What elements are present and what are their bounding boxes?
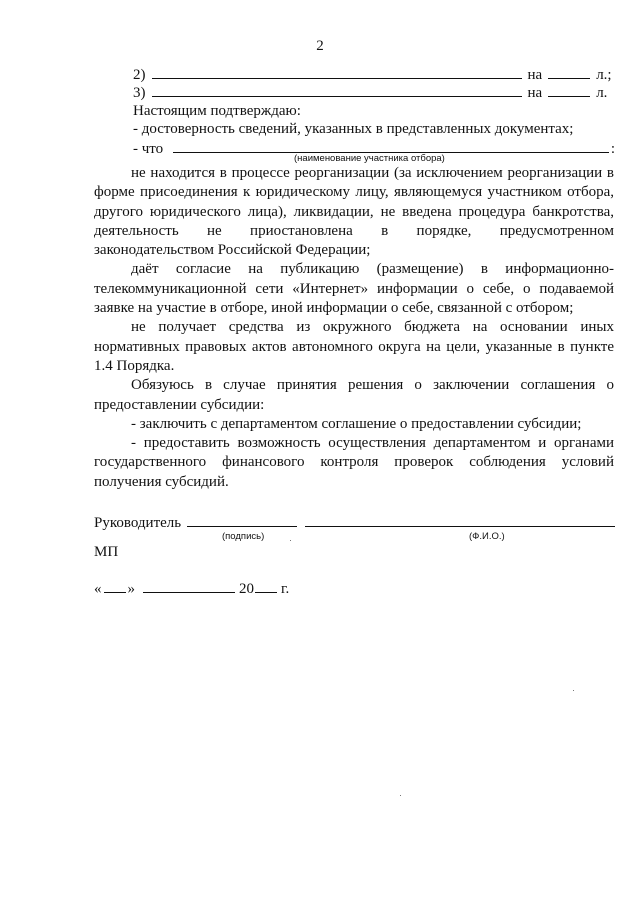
doc-list-row-3 <box>133 82 615 102</box>
signature-role-label: Руководитель <box>94 515 182 531</box>
date-year-suffix: г. <box>281 581 290 597</box>
stamp-label: МП <box>94 544 119 560</box>
scan-speck <box>573 690 574 691</box>
doc-pages-line[interactable] <box>548 82 590 97</box>
doc-list-number: 3) <box>133 85 146 101</box>
confirm-that-suffix: : <box>610 141 615 157</box>
doc-pages-line[interactable] <box>548 64 590 79</box>
date-year-line[interactable] <box>255 578 277 593</box>
obligation-item-2: - предоставить возможность осуществления департаментом и органами государственного финансового контроля проверок соблюдения условий получения субсидий. <box>94 435 614 490</box>
participant-name-line[interactable] <box>173 138 609 153</box>
doc-list-number: 2) <box>133 67 146 83</box>
doc-name-line[interactable] <box>152 82 522 97</box>
signature-line[interactable] <box>187 512 297 527</box>
para-funds: не получает средства из окружного бюджета на основании иных нормативных правовых актов автономного округа на цели, указанные в пункте 1.4 Порядка. <box>94 319 614 374</box>
body-text <box>94 164 614 492</box>
signature-row <box>94 512 616 532</box>
confirm-heading: Настоящим подтверждаю: <box>133 103 301 119</box>
para-obligation: Обязуюсь в случае принятия решения о заключении соглашения о предоставлении субсидии: <box>94 377 614 413</box>
full-name-line[interactable] <box>305 512 615 527</box>
confirm-that-prefix: - что <box>133 141 164 157</box>
doc-pages-unit: л. <box>596 85 608 101</box>
date-close-quote: » <box>127 581 135 597</box>
date-month-line[interactable] <box>143 578 235 593</box>
date-row <box>94 578 289 598</box>
date-open-quote: « <box>94 581 102 597</box>
date-year-prefix: 20 <box>239 581 254 597</box>
confirm-item-1: - достоверность сведений, указанных в представленных документах; <box>133 121 574 137</box>
doc-pages-unit: л.; <box>596 67 612 83</box>
doc-pages-prefix: на <box>527 67 543 83</box>
scan-speck <box>400 795 401 796</box>
page-number: 2 <box>316 38 324 54</box>
scan-speck <box>290 540 291 541</box>
signature-caption: (подпись) <box>222 531 265 542</box>
doc-list-row-2 <box>133 64 615 84</box>
para-reorganization: не находится в процессе реорганизации (за исключением реорганизации в форме присоединения к юридическому лицу, являющемуся участником отбора, другого юридического лица), ликвидации, не введена процедура банкротства, деятельность не приостановлена в порядке, предусмотренном законодательством Российской Федерации; <box>94 165 614 259</box>
obligation-item-1: - заключить с департаментом соглашение о предоставлении субсидии; <box>131 415 582 432</box>
doc-name-line[interactable] <box>152 64 522 79</box>
doc-pages-prefix: на <box>527 85 543 101</box>
full-name-caption: (Ф.И.О.) <box>469 531 505 542</box>
date-day-line[interactable] <box>104 578 126 593</box>
participant-caption: (наименование участника отбора) <box>294 153 445 164</box>
para-publication: даёт согласие на публикацию (размещение) в информационно-телекоммуникационной сети «Интернет» информации о себе, о подаваемой заявке на участие в отборе, иной информации о себе, связанной с отбором; <box>94 261 614 317</box>
